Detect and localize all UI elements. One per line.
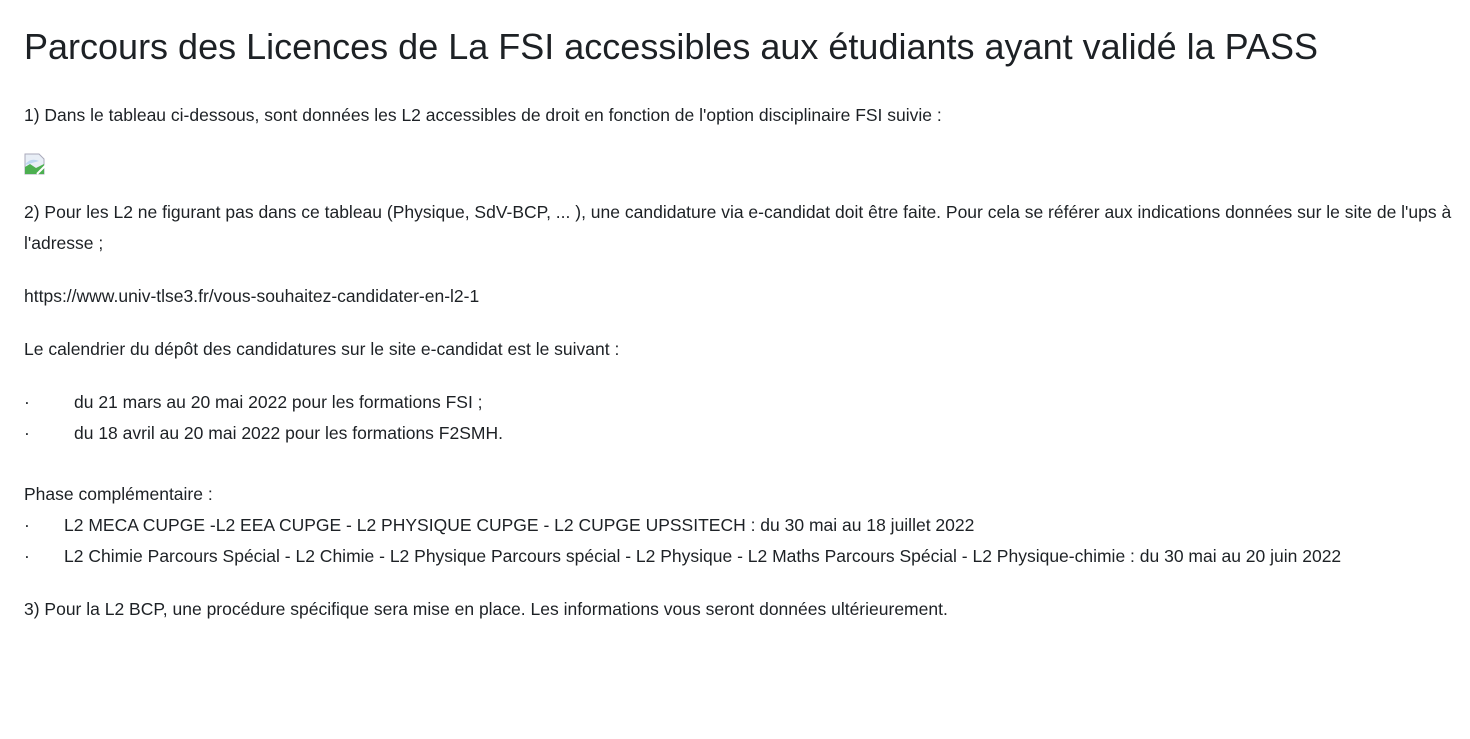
list-item: [24, 541, 1454, 572]
list-item-text: du 18 avril au 20 mai 2022 pour les formations F2SMH.: [74, 423, 503, 443]
phase-title: Phase complémentaire :: [24, 484, 213, 504]
list-item: [24, 510, 1454, 541]
phase-list: [24, 510, 1454, 572]
paragraph-3: 3) Pour la L2 BCP, une procédure spécifique sera mise en place. Les informations vous seront données ultérieurement.: [24, 599, 948, 619]
paragraph-1: 1) Dans le tableau ci-dessous, sont données les L2 accessibles de droit en fonction de l'option disciplinaire FSI suivie :: [24, 105, 942, 125]
bullet: ·: [24, 392, 30, 412]
calendar-intro: Le calendrier du dépôt des candidatures sur le site e-candidat est le suivant :: [24, 339, 620, 359]
bullet: ·: [24, 515, 30, 535]
page-title: Parcours des Licences de La FSI accessibles aux étudiants ayant validé la PASS: [24, 26, 1319, 67]
address-url: https://www.univ-tlse3.fr/vous-souhaitez-candidater-en-l2-1: [24, 286, 480, 306]
bullet: ·: [24, 423, 30, 443]
list-item-text: L2 Chimie Parcours Spécial - L2 Chimie - L2 Physique Parcours spécial - L2 Physique - L2 Maths Parcours Spécial - L2 Physique-chimie : du 30 mai au 20 juin 2022: [64, 546, 1342, 566]
list-item: [24, 418, 1454, 449]
list-item: [24, 387, 1454, 418]
paragraph-2: 2) Pour les L2 ne figurant pas dans ce tableau (Physique, SdV-BCP, ... ), une candidature via e-candidat doit être faite. Pour cela se référer aux indications données sur le site de l'ups à l'adresse ;: [24, 202, 1452, 253]
bullet: ·: [24, 546, 30, 566]
broken-image-icon: [24, 153, 46, 175]
list-item-text: du 21 mars au 20 mai 2022 pour les formations FSI ;: [74, 392, 483, 412]
list-item-text: L2 MECA CUPGE -L2 EEA CUPGE - L2 PHYSIQUE CUPGE - L2 CUPGE UPSSITECH : du 30 mai au 18 juillet 2022: [64, 515, 975, 535]
calendar-list: [24, 387, 1454, 449]
